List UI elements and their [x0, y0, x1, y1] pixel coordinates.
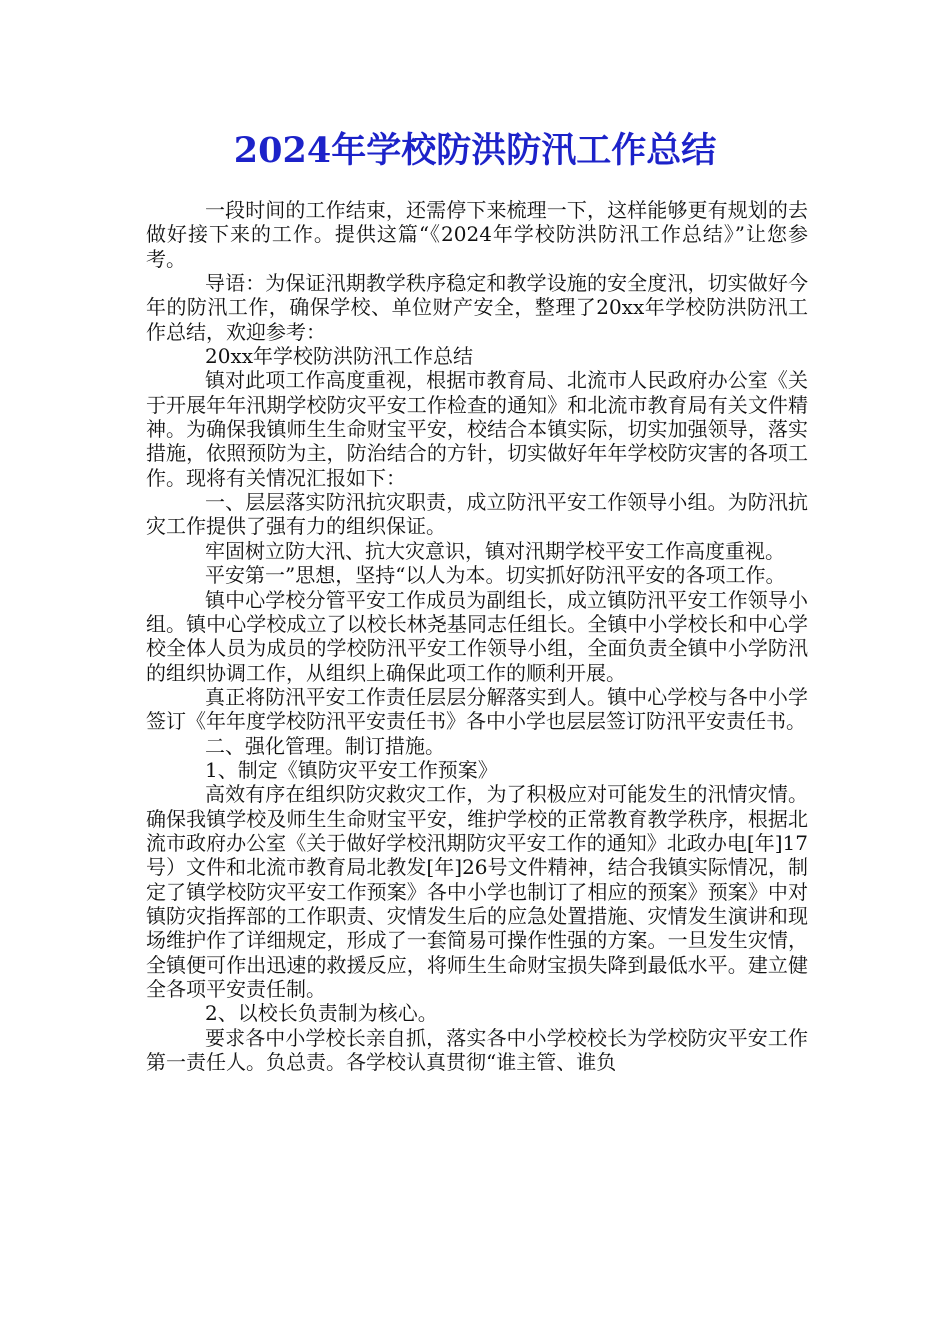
paragraph: 镇对此项工作高度重视，根据市教育局、北流市人民政府办公室《关于开展年年汛期学校防灾平安工作检查的通知》和北流市教育局有关文件精神。为确保我镇师生生命财宝平安，校结合本镇实际，切实加强领导，落实措施，依照预防为主，防治结合的方针，切实做好年年学校防灾害的各项工作。现将有关情况汇报如下： [146, 368, 808, 490]
paragraph: 要求各中小学校长亲自抓，落实各中小学校校长为学校防灾平安工作第一责任人。负总责。各学校认真贯彻“谁主管、谁负 [146, 1025, 808, 1075]
paragraph: 镇中心学校分管平安工作成员为副组长，成立镇防汛平安工作领导小组。镇中心学校成立了以校长林尧基同志任组长。全镇中小学校长和中心学校全体人员为成员的学校防汛平安工作领导小组，全面负责全镇中小学防汛的组织协调工作，从组织上确保此项工作的顺利开展。 [146, 587, 808, 685]
document-title: 2024年学校防洪防汛工作总结 [233, 130, 717, 171]
paragraph: 牢固树立防大汛、抗大灾意识，镇对汛期学校平安工作高度重视。 [205, 538, 785, 563]
paragraph: 一段时间的工作结束，还需停下来梳理一下，这样能够更有规划的去做好接下来的工作。提供这篇“《2024年学校防洪防汛工作总结》”让您参考。 [146, 198, 808, 271]
paragraph: 20xx年学校防洪防汛工作总结 [205, 344, 474, 369]
paragraph: 2、以校长负责制为核心。 [205, 1001, 438, 1026]
paragraph: 1、制定《镇防灾平安工作预案》 [205, 757, 498, 782]
paragraph: 平安第一”思想，坚持“以人为本。切实抓好防汛平安的各项工作。 [205, 563, 786, 588]
paragraph: 一、层层落实防汛抗灾职责，成立防汛平安工作领导小组。为防汛抗灾工作提供了强有力的组织保证。 [146, 490, 808, 539]
paragraph: 高效有序在组织防灾救灾工作，为了积极应对可能发生的汛情灾情。确保我镇学校及师生生命财宝平安，维护学校的正常教育教学秩序，根据北流市政府办公室《关于做好学校汛期防灾平安工作的通知》北政办电[年]17号）文件和北流市教育局北教发[年]26号文件精神，结合我镇实际情况，制定了镇学校防灾平安工作预案》各中小学也制订了相应的预案》预案》中对镇防灾指挥部的工作职责、灾情发生后的应急处置措施、灾情发生演讲和现场维护作了详细规定，形成了一套简易可操作性强的方案。一旦发生灾情，全镇便可作出迅速的救援反应，将师生生命财宝损失降到最低水平。建立健全各项平安责任制。 [146, 782, 808, 1001]
paragraph: 导语：为保证汛期教学秩序稳定和教学设施的安全度汛，切实做好今年的防汛工作，确保学校、单位财产安全，整理了20xx年学校防洪防汛工作总结，欢迎参考： [146, 271, 808, 344]
paragraph: 真正将防汛平安工作责任层层分解落实到人。镇中心学校与各中小学签订《年年度学校防汛平安责任书》各中小学也层层签订防汛平安责任书。 [146, 684, 808, 734]
document-body [146, 198, 808, 1074]
paragraph: 二、强化管理。制订措施。 [205, 733, 445, 758]
